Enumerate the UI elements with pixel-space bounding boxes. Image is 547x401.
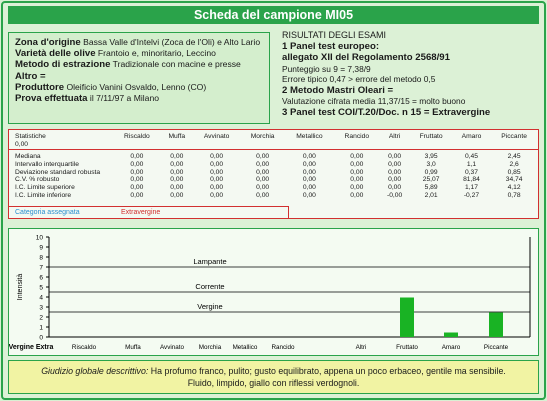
table-row — [9, 161, 538, 169]
table-cell: 0,00 — [388, 153, 402, 161]
table-cell: 3,0 — [426, 160, 436, 168]
table-cell: 0,00 — [130, 168, 144, 176]
statistics-column-header: Morchia — [250, 133, 275, 140]
statistics-column-header: Piccante — [501, 133, 527, 140]
table-cell: 0,00 — [170, 160, 184, 168]
test-line — [15, 93, 263, 104]
table-cell: 0,00 — [350, 153, 364, 161]
table-cell: 0,00 — [388, 176, 402, 184]
y-axis-label: Intensità — [17, 273, 24, 301]
x-tick-label: Amaro — [441, 344, 461, 351]
panel1-title: 1 Panel test europeo: — [282, 40, 380, 52]
reference-line-label: Corrente — [195, 282, 225, 291]
reference-line-label: Vergine — [197, 302, 223, 311]
panel3-title: 3 Panel test COI/T.20/Doc. n 15 = Extravergine — [282, 106, 491, 118]
x-tick-label: Morchia — [198, 344, 222, 351]
row-label: Deviazione standard robusta — [15, 168, 101, 176]
x-tick-label: Fruttato — [396, 344, 418, 351]
statistics-column-header: Avvinato — [203, 133, 230, 140]
x-tick-label: Vergine Extra — [9, 344, 54, 351]
x-tick-label: Metallico — [232, 344, 258, 351]
table-cell: 0,99 — [424, 168, 438, 176]
table-row — [9, 169, 538, 177]
table-cell: 0,00 — [388, 168, 402, 176]
table-cell: 0,00 — [210, 160, 224, 168]
table-cell: 0,00 — [130, 184, 144, 192]
statistics-corner-value: 0,00 — [15, 140, 29, 148]
varieties-line — [15, 48, 263, 59]
statistics-column-header: Fruttato — [419, 133, 443, 140]
table-cell: 0,00 — [210, 184, 224, 192]
table-cell: 0,00 — [302, 192, 316, 200]
table-cell: 5,89 — [424, 184, 438, 192]
table-cell: 2,45 — [507, 153, 521, 161]
table-cell: 0,00 — [170, 184, 184, 192]
origin-label: Zona d'origine — [15, 37, 81, 48]
y-tick-label: 6 — [39, 274, 43, 282]
table-cell: 0,00 — [130, 160, 144, 168]
statistics-column-header: Altri — [388, 133, 401, 140]
test-label: Prova effettuata — [15, 93, 88, 105]
producer-line — [15, 82, 263, 93]
category-label: Categoria assegnata — [15, 209, 80, 216]
table-cell: 4,12 — [507, 184, 521, 192]
table-row — [9, 184, 538, 192]
row-label: I.C. Limite superiore — [15, 184, 75, 192]
test-value: il 7/11/97 a Milano — [89, 93, 160, 104]
table-row — [9, 192, 538, 200]
table-cell: 0,00 — [302, 176, 316, 184]
y-tick-label: 4 — [39, 294, 43, 302]
table-cell: 0,00 — [130, 176, 144, 184]
x-tick-label: Rancido — [271, 344, 295, 351]
statistics-column-header: Riscaldo — [124, 133, 150, 140]
table-cell: 0,00 — [256, 168, 270, 176]
table-cell: 0,00 — [170, 176, 184, 184]
y-tick-label: 1 — [39, 324, 43, 332]
reference-line-label: Lampante — [193, 257, 227, 266]
table-cell: 0,00 — [388, 160, 402, 168]
category-value: Extravergine — [121, 209, 161, 216]
table-cell: 0,00 — [350, 192, 364, 200]
panel1-error: Errore tipico 0,47 > errore del metodo 0,5 — [282, 74, 436, 84]
intensity-chart — [9, 229, 540, 357]
origin-value: Bassa Valle d'Intelvi (Zoca de l'Oli) e Alto Lario — [83, 37, 261, 47]
panel1-subtitle: allegato XII del Regolamento 2568/91 — [282, 52, 450, 63]
table-cell: 0,00 — [130, 192, 144, 200]
table-cell: 0,00 — [170, 168, 184, 176]
table-cell: -0,27 — [463, 192, 480, 200]
intensity-chart-box — [8, 228, 539, 356]
statistics-body — [9, 149, 538, 200]
varieties-label: Varietà delle olive — [15, 48, 96, 60]
table-cell: 0,00 — [256, 160, 270, 168]
panel1-score: Punteggio su 9 = 7,38/9 — [282, 63, 371, 74]
row-label: C.V. % robusto — [15, 176, 60, 184]
table-cell: 1,17 — [464, 184, 478, 192]
y-tick-label: 5 — [39, 284, 43, 292]
statistics-corner-label: Statistiche — [15, 133, 46, 140]
statistics-corner — [9, 130, 113, 149]
results-heading: RISULTATI DEGLI ESAMI — [282, 30, 387, 40]
sheet-title: Scheda del campione MI05 — [8, 6, 539, 24]
judgement-label: Giudizio globale descrittivo: — [41, 366, 149, 376]
row-label: Intervallo interquartile — [15, 160, 79, 168]
table-row — [9, 176, 538, 184]
table-cell: 0,00 — [350, 160, 364, 168]
other-line — [15, 71, 263, 82]
table-cell: 0,85 — [507, 168, 521, 176]
table-cell: 0,00 — [302, 153, 316, 161]
table-cell: 0,00 — [170, 192, 184, 200]
row-label: I.C. Limite inferiore — [15, 192, 72, 200]
producer-label: Produttore — [15, 81, 65, 93]
y-tick-label: 8 — [39, 254, 43, 262]
row-label: Mediana — [15, 153, 41, 161]
bar — [400, 298, 414, 338]
y-tick-label: 2 — [39, 314, 43, 322]
table-cell: 0,37 — [464, 168, 478, 176]
table-cell: 0,00 — [350, 168, 364, 176]
statistics-column-header: Muffa — [168, 133, 186, 140]
x-tick-label: Avvinato — [159, 344, 185, 351]
table-cell: 0,00 — [302, 184, 316, 192]
table-cell: 0,00 — [256, 192, 270, 200]
y-tick-label: 0 — [39, 334, 43, 342]
table-cell: 0,00 — [302, 168, 316, 176]
x-tick-label: Piccante — [483, 344, 509, 351]
table-cell: 0,00 — [170, 153, 184, 161]
table-cell: 0,78 — [507, 192, 521, 200]
table-cell: 1,1 — [466, 160, 477, 168]
table-cell: 0,00 — [256, 153, 270, 161]
statistics-header-row — [9, 130, 538, 149]
table-cell: 25,07 — [422, 176, 440, 184]
table-cell: 0,00 — [302, 160, 316, 168]
table-cell: 0,00 — [210, 192, 224, 200]
y-tick-label: 7 — [39, 264, 43, 272]
table-cell: 0,00 — [256, 184, 270, 192]
table-cell: 0,00 — [210, 168, 224, 176]
method-value: Tradizionale con macine e presse — [112, 59, 241, 70]
bar — [489, 313, 503, 338]
table-cell: 0,00 — [256, 176, 270, 184]
judgement-text-2: Fluido, limpido, giallo con riflessi verdognoli. — [187, 378, 360, 388]
y-tick-label: 3 — [39, 304, 43, 312]
table-cell: 2,6 — [509, 160, 519, 168]
table-cell: 0,00 — [350, 176, 364, 184]
table-cell: 0,00 — [210, 153, 224, 161]
method-label: Metodo di estrazione — [15, 59, 111, 71]
table-cell: 0,45 — [464, 153, 478, 161]
table-cell: -0,00 — [386, 192, 403, 200]
statistics-column-header: Amaro — [461, 133, 482, 140]
category-box — [8, 206, 289, 219]
table-cell: 34,74 — [505, 176, 523, 184]
table-row — [9, 153, 538, 161]
origin-line — [15, 37, 263, 48]
varieties-value: Frantoio e, minoritario, Leccino — [97, 48, 216, 59]
method2-value: Valutazione cifrata media 11,37/15 = molto buono — [282, 96, 466, 106]
statistics-table — [9, 130, 538, 200]
judgement-line-1 — [9, 365, 538, 377]
sample-info-box — [8, 32, 270, 124]
other-label: Altro = — [15, 70, 46, 82]
method2-title: 2 Metodo Mastri Oleari = — [282, 84, 394, 96]
table-cell: 2,01 — [424, 192, 438, 200]
table-cell: 3,95 — [424, 153, 438, 161]
bar — [444, 333, 458, 338]
x-tick-label: Muffa — [125, 344, 141, 351]
statistics-column-header: Metallico — [296, 133, 323, 140]
judgement-text-1: Ha profumo franco, pulito; gusto equilibrato, appena un poco erbaceo, gentile ma sensibile. — [150, 366, 506, 376]
producer-value: Oleificio Vanini Osvaldo, Lenno (CO) — [66, 81, 207, 92]
table-cell: 0,00 — [130, 153, 144, 161]
table-cell: 0,00 — [210, 176, 224, 184]
x-tick-label: Riscaldo — [71, 344, 97, 351]
method-line — [15, 59, 263, 70]
table-cell: 0,00 — [388, 184, 402, 192]
table-cell: 0,00 — [350, 184, 364, 192]
y-tick-label: 10 — [35, 234, 43, 242]
results-panel — [280, 28, 542, 128]
x-tick-label: Altri — [355, 344, 367, 351]
judgement-box — [8, 360, 539, 394]
statistics-column-header: Rancido — [344, 133, 370, 140]
y-tick-label: 9 — [39, 244, 43, 252]
table-cell: 81,84 — [463, 176, 480, 184]
